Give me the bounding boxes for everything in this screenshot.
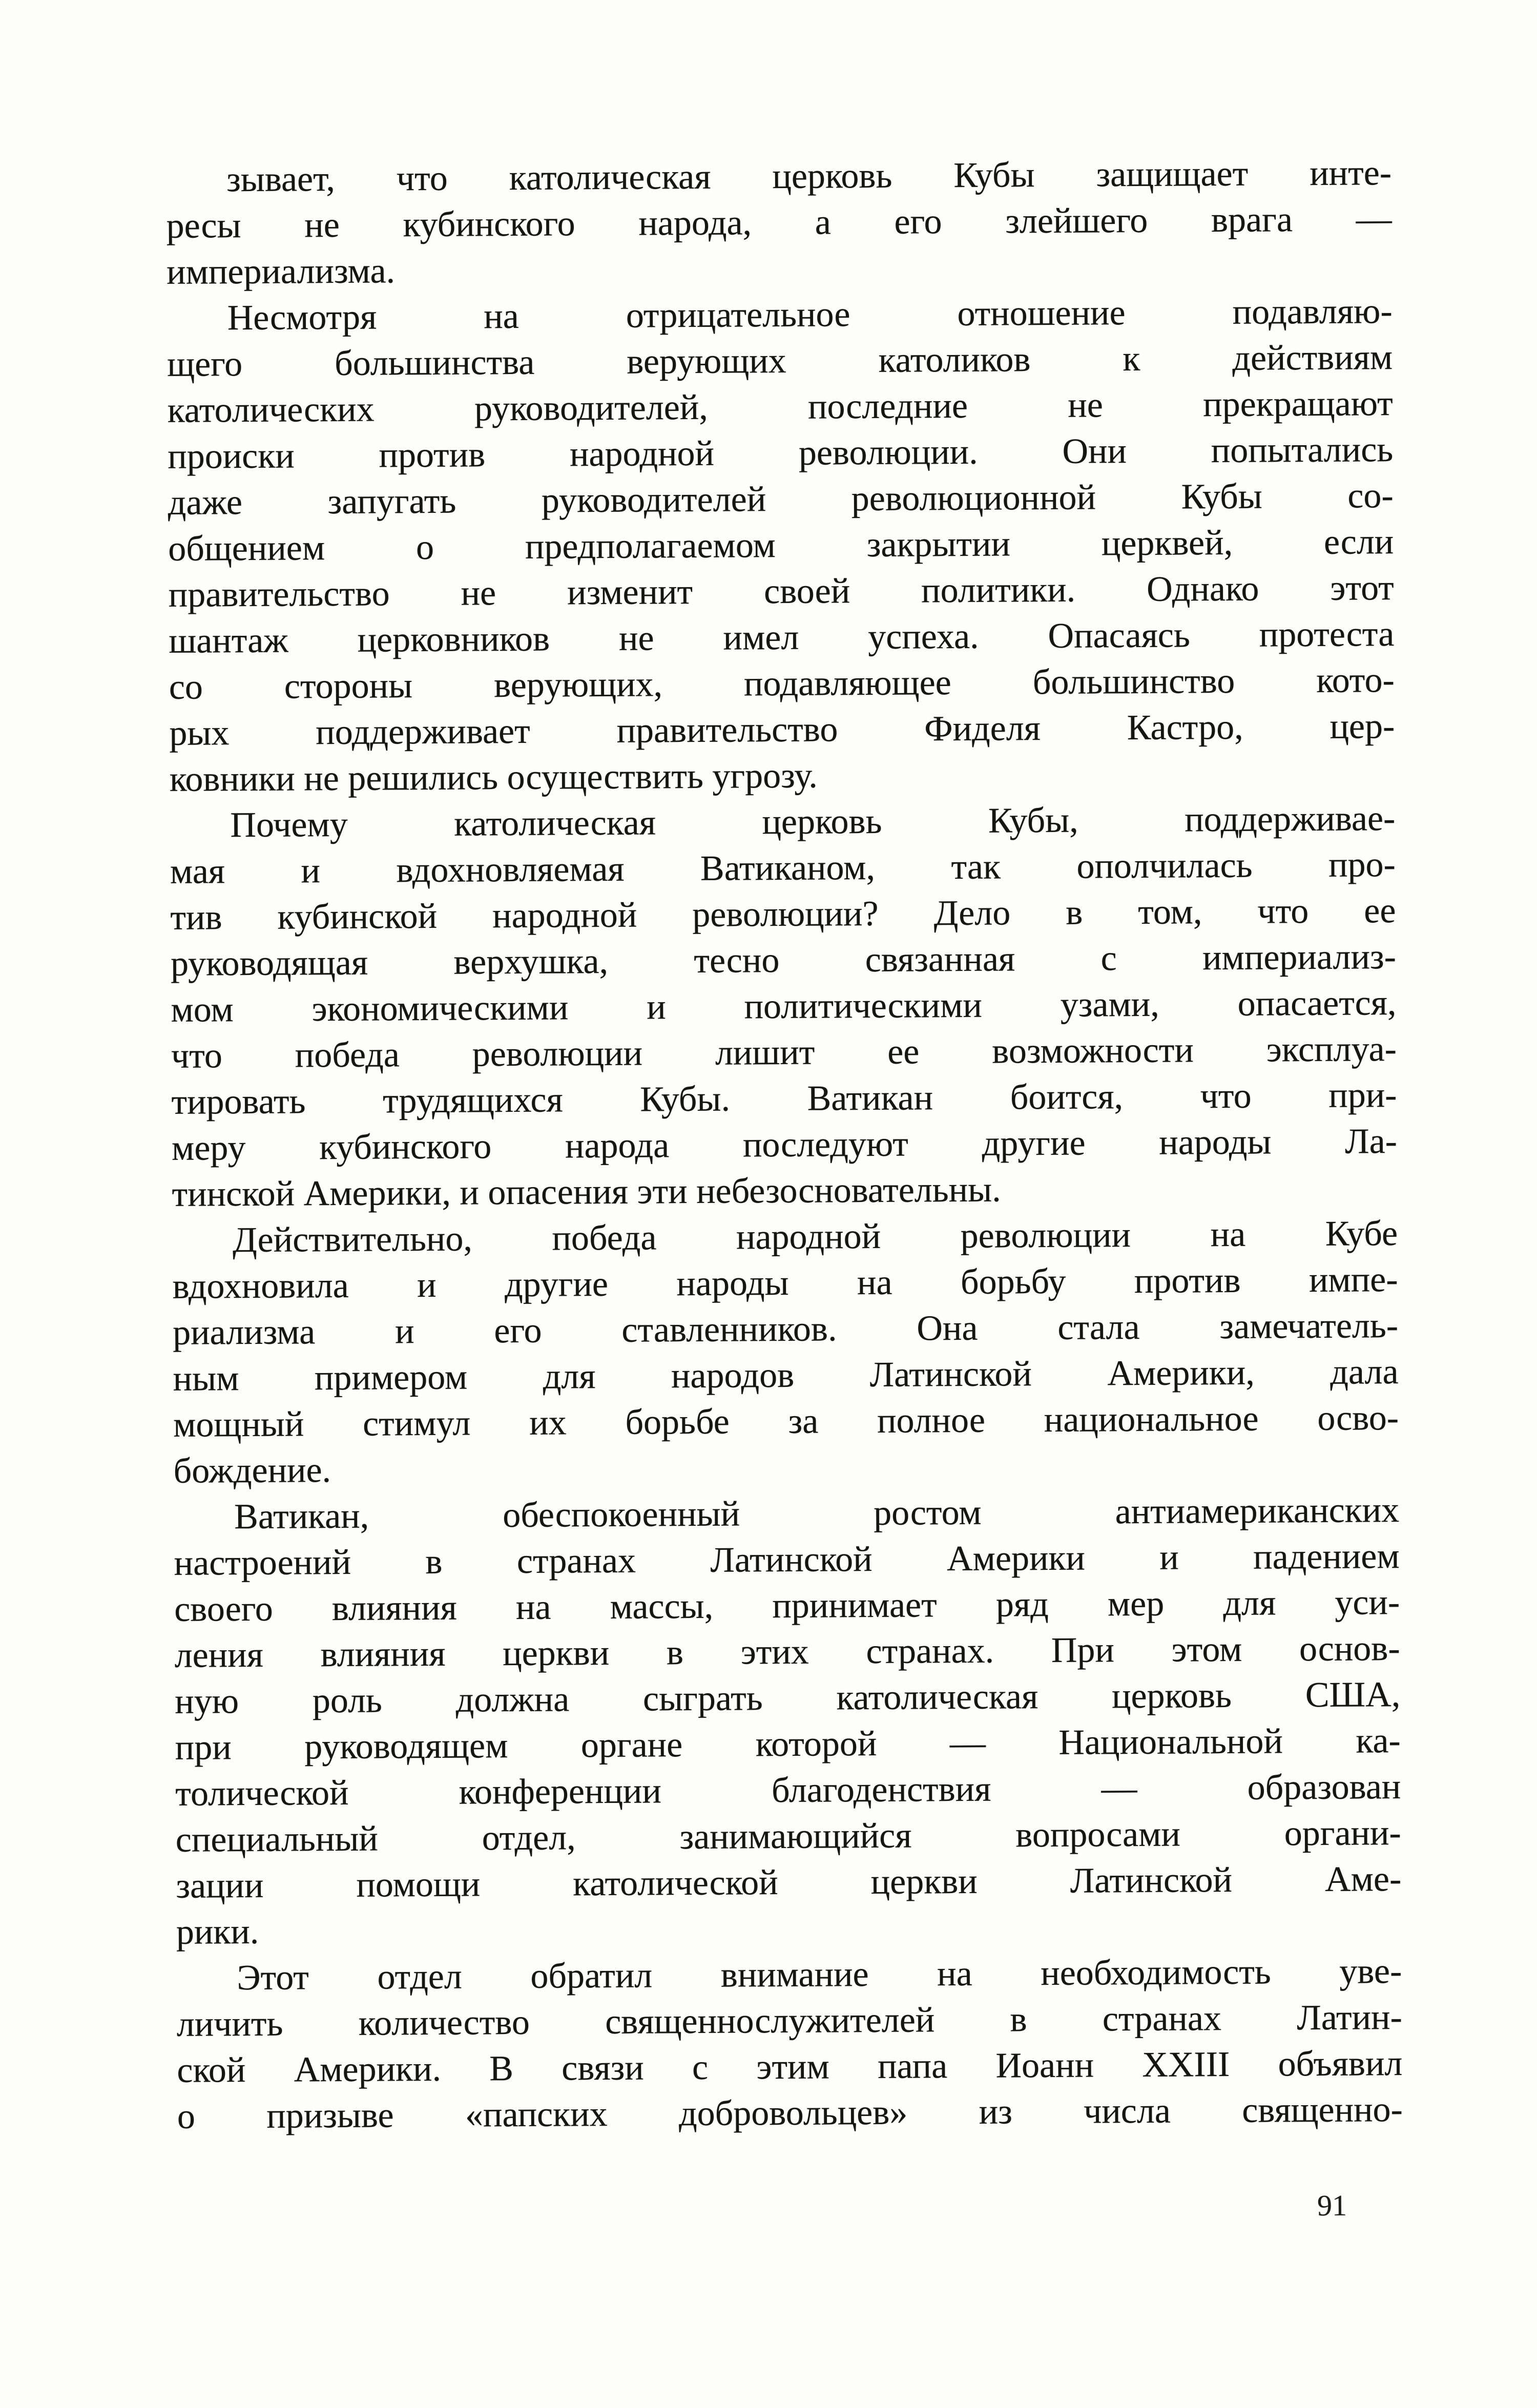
text-line: ным примером для народов Латинской Америки, дала xyxy=(173,1352,1399,1399)
text-line: ную роль должна сыграть католическая церковь США, xyxy=(175,1675,1401,1721)
text-line: Почему католическая церковь Кубы, поддерживае- xyxy=(230,799,1396,845)
text-line: при руководящем органе которой — Национальной ка- xyxy=(175,1721,1401,1768)
paragraph xyxy=(172,1211,1399,1494)
text-line: правительство не изменит своей политики. Однако этот xyxy=(168,568,1394,615)
text-line: риализма и его ставленников. Она стала замечатель- xyxy=(172,1306,1399,1353)
text-line: толической конференции благоденствия — образован xyxy=(175,1767,1401,1814)
text-line: Действительно, победа народной революции на Кубе xyxy=(232,1214,1398,1260)
text-line: Этот отдел обратил внимание на необходимость уве- xyxy=(237,1952,1402,1998)
text-line: личить количество священнослужителей в странах Латин- xyxy=(176,1998,1403,2044)
text-line: рых поддерживает правительство Фиделя Кастро, цер- xyxy=(169,707,1395,753)
text-line: меру кубинского народа последуют другие народы Ла- xyxy=(171,1122,1398,1168)
text-line: мая и вдохновляемая Ватиканом, так ополчилась про- xyxy=(170,845,1396,891)
text-line: мом экономическими и политическими узами, опасается, xyxy=(171,983,1397,1030)
paragraph xyxy=(167,288,1395,803)
text-line: ковники не решились осуществить угрозу. xyxy=(169,756,818,799)
text-line: руководящая верхушка, тесно связанная с империализ- xyxy=(170,937,1397,984)
text-line: настроений в странах Латинской Америки и падением xyxy=(174,1537,1400,1583)
text-line: о призыве «папских добровольцев» из числа священно- xyxy=(177,2090,1403,2136)
paragraph xyxy=(176,1948,1403,2140)
text-line: ления влияния церкви в этих странах. При этом основ- xyxy=(174,1629,1400,1675)
text-line: ресы не кубинского народа, а его злейшего врага — xyxy=(166,199,1392,246)
text-line: бождение. xyxy=(173,1450,331,1491)
text-line: империализма. xyxy=(166,251,396,292)
text-block xyxy=(166,150,1403,2140)
page-number: 91 xyxy=(1317,2188,1347,2223)
text-line: щего большинства верующих католиков к действиям xyxy=(167,338,1393,384)
text-line: зации помощи католической церкви Латинской Аме- xyxy=(176,1859,1402,1906)
text-line: католических руководителей, последние не прекращают xyxy=(167,384,1393,430)
text-line: вдохновила и другие народы на борьбу против импе- xyxy=(172,1260,1398,1306)
text-line: ской Америки. В связи с этим папа Иоанн XXIII объявил xyxy=(177,2044,1403,2090)
text-line: своего влияния на массы, принимает ряд мер для уси- xyxy=(174,1583,1400,1629)
text-line: тировать трудящихся Кубы. Ватикан боится, что при- xyxy=(171,1075,1397,1122)
text-line: зывает, что католическая церковь Кубы защищает инте- xyxy=(226,153,1392,200)
paragraph xyxy=(170,796,1398,1218)
text-line: Несмотря на отрицательное отношение подавляю- xyxy=(227,292,1393,338)
text-line: мощный стимул их борьбе за полное национальное осво- xyxy=(173,1398,1399,1445)
text-line: происки против народной революции. Они попытались xyxy=(168,430,1394,476)
text-line: рики. xyxy=(176,1912,259,1952)
text-line: специальный отдел, занимающийся вопросами органи- xyxy=(175,1813,1401,1860)
paragraph xyxy=(166,150,1393,296)
text-line: шантаж церковников не имел успеха. Опасаясь протеста xyxy=(169,614,1395,661)
text-line: общением о предполагаемом закрытии церквей, если xyxy=(168,522,1394,569)
text-line: даже запугать руководителей революционной Кубы со- xyxy=(168,476,1394,523)
text-line: тинской Америки, и опасения эти небезосновательны. xyxy=(172,1170,1001,1214)
text-line: что победа революции лишит ее возможности эксплуа- xyxy=(171,1029,1397,1076)
text-line: со стороны верующих, подавляющее большинство кото- xyxy=(169,660,1395,707)
paragraph xyxy=(174,1487,1402,1956)
text-line: Ватикан, обеспокоенный ростом антиамериканских xyxy=(234,1490,1400,1537)
text-line: тив кубинской народной революции? Дело в том, что ее xyxy=(170,891,1396,938)
